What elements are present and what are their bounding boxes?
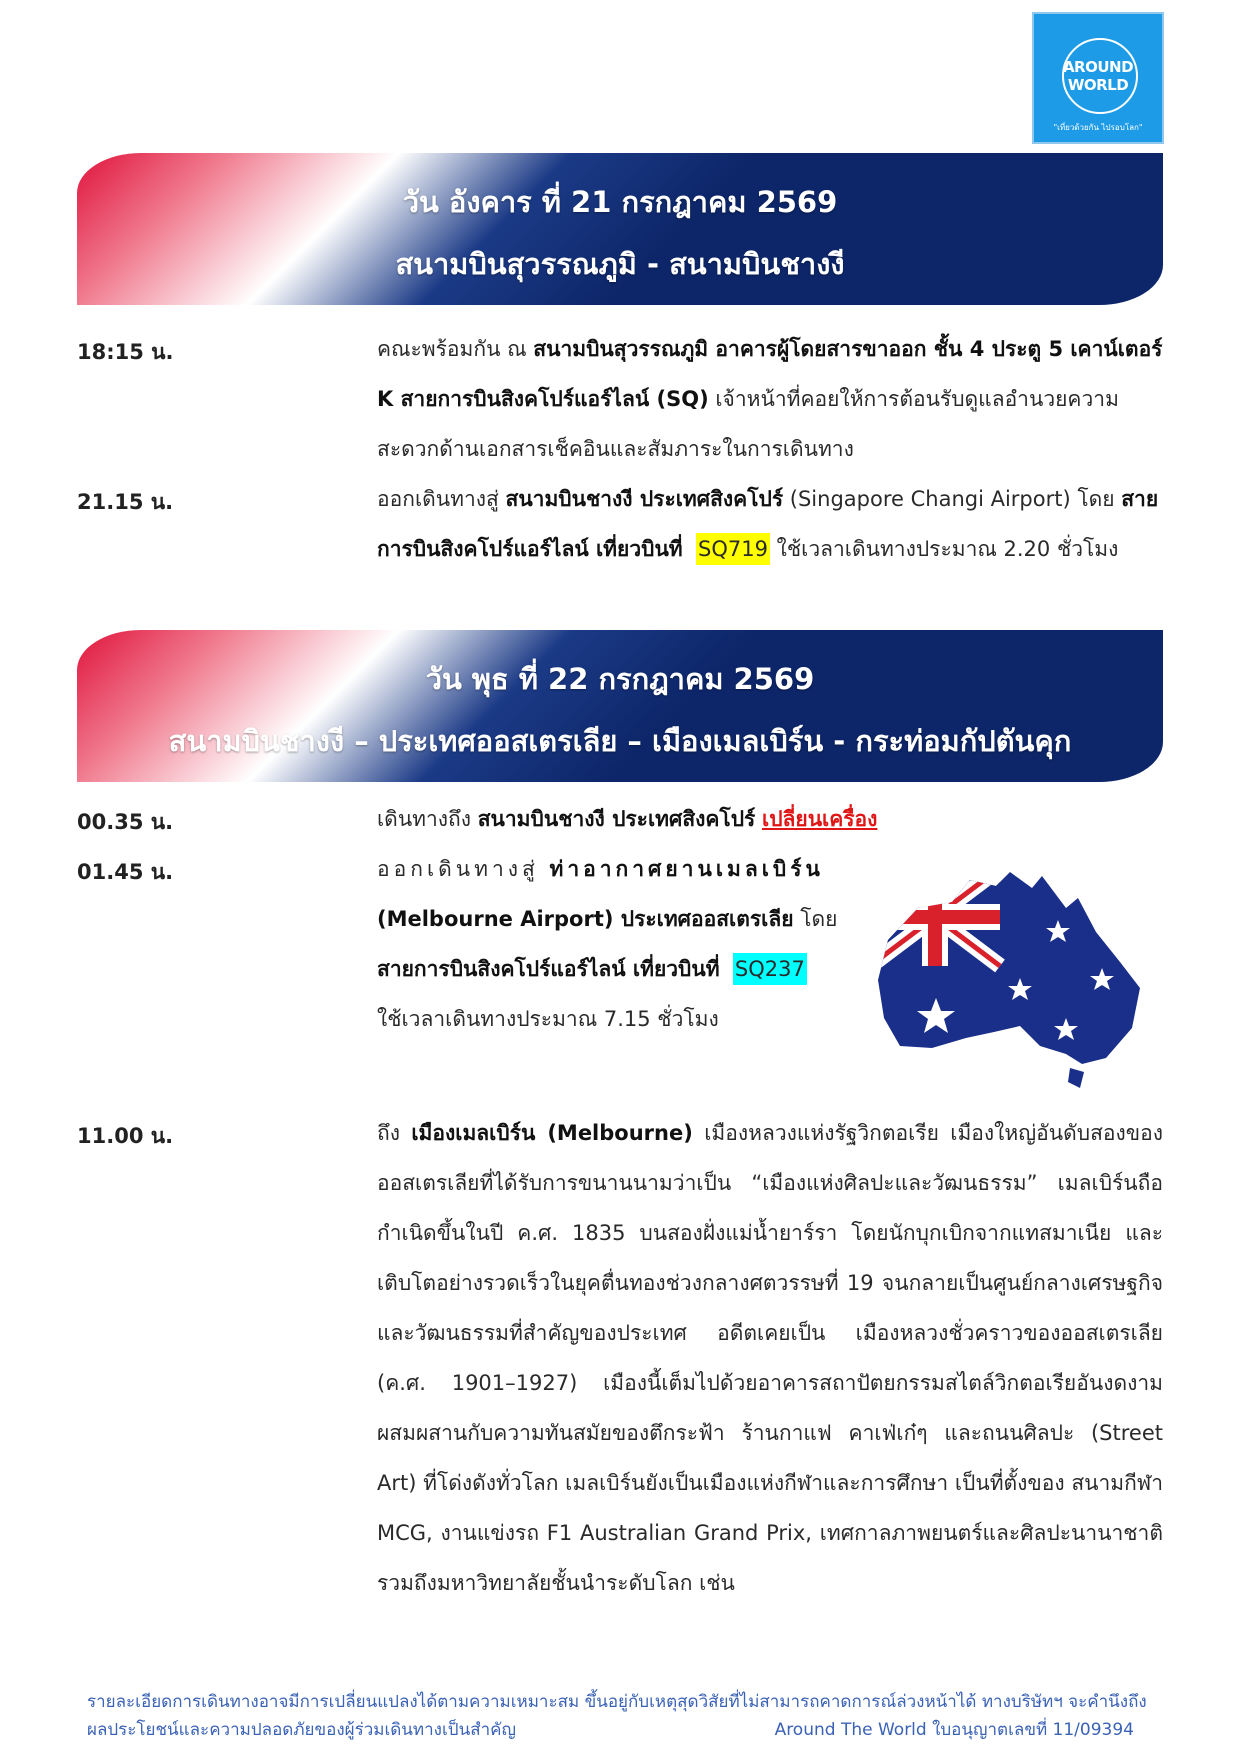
day2-item2-bold-c: สายการบินสิงคโปร์แอร์ไลน์ เที่ยวบินที่ — [377, 957, 720, 981]
logo-text-world: WORLD — [1067, 76, 1129, 94]
day2-item3-bold-a: เมืองเมลเบิร์น (Melbourne) — [411, 1121, 693, 1145]
day2-item2-text-b: โดย — [793, 907, 838, 931]
day1-item1-bold-a: สนามบินสุวรรณภูมิ อาคารผู้โดยสารขาออก ชั้น 4 ประตู 5 เคาน์เตอร์ K สายการบินสิงคโปร์แอร์ไลน์ (SQ) — [377, 337, 1163, 411]
day1-item2-text-b: (Singapore Changi Airport) โดย — [783, 487, 1122, 511]
day1-item2-desc — [377, 474, 1163, 574]
day1-item1-text-b: เจ้าหน้าที่คอยให้การต้อนรับดูแลอำนวยความสะดวกด้านเอกสารเช็คอินและสัมภาระในการเดินทาง — [377, 387, 1119, 461]
day2-item1-bold-a: สนามบินชางงี ประเทศสิงคโปร์ — [477, 807, 756, 831]
day2-item2-desc — [377, 844, 857, 1044]
day2-item2-text-a: ออกเดินทางสู่ — [377, 857, 550, 881]
change-aircraft-note: เปลี่ยนเครื่อง — [762, 807, 878, 831]
flight-number-sq719: SQ719 — [696, 533, 770, 565]
day2-item3-time: 11.00 น. — [77, 1124, 174, 1148]
day1-item1-time: 18:15 น. — [77, 340, 174, 364]
day2-route: สนามบินชางงี – ประเทศออสเตรเลีย – เมืองเมลเบิร์น - กระท่อมกัปตันคุก — [168, 724, 1072, 758]
day1-route: สนามบินสุวรรณภูมิ - สนามบินชางงี — [395, 247, 845, 281]
day1-item1-desc — [377, 324, 1163, 474]
day1-item2-bold-b: สายการบินสิงคโปร์แอร์ไลน์ เที่ยวบินที่ — [377, 487, 1159, 561]
day2-date: วัน พุธ ที่ 22 กรกฎาคม 2569 — [425, 662, 815, 696]
day2-item2-time: 01.45 น. — [77, 860, 174, 884]
flight-number-sq237: SQ237 — [733, 953, 807, 985]
day2-item2-text-c: ใช้เวลาเดินทางประมาณ 7.15 ชั่วโมง — [377, 1007, 719, 1031]
footer-license: Around The World ใบอนุญาตเลขที่ 11/09394 — [774, 1720, 1134, 1740]
day1-item2-bold-a: สนามบินชางงี ประเทศสิงคโปร์ — [505, 487, 784, 511]
company-logo — [1032, 12, 1164, 144]
day2-item2-bold-a: ท่าอากาศยานเมลเบิร์น — [549, 857, 824, 881]
day2-item3-desc — [377, 1108, 1163, 1608]
day1-item2-text-a: ออกเดินทางสู่ — [377, 487, 506, 511]
footer-disclaimer-line2: ผลประโยชน์และความปลอดภัยของผู้ร่วมเดินทางเป็นสำคัญ — [87, 1720, 516, 1740]
day1-item2-text-c: ใช้เวลาเดินทางประมาณ 2.20 ชั่วโมง — [769, 537, 1119, 561]
day1-date: วัน อังคาร ที่ 21 กรกฎาคม 2569 — [402, 185, 838, 219]
day2-item1-time: 00.35 น. — [77, 810, 174, 834]
day2-banner — [77, 630, 1163, 782]
day2-item2-bold-b: (Melbourne Airport) ประเทศออสเตรเลีย — [377, 907, 794, 931]
day1-banner — [77, 153, 1163, 305]
day1-item2-time: 21.15 น. — [77, 490, 174, 514]
day2-item3-text-a: ถึง — [377, 1121, 412, 1145]
day1-item1-text-a: คณะพร้อมกัน ณ — [377, 337, 534, 361]
footer-disclaimer-line1: รายละเอียดการเดินทางอาจมีการเปลี่ยนแปลงได้ตามความเหมาะสม ขึ้นอยู่กับเหตุสุดวิสัยที่ไม่สามารถคาดการณ์ล่วงหน้าได้ ทางบริษัทฯ จะคำนึงถึง — [87, 1692, 1147, 1712]
australia-flag-map-image — [870, 868, 1150, 1090]
day2-item1-desc — [377, 794, 1163, 844]
logo-text-around: AROUND — [1062, 58, 1134, 76]
day2-item3-text-b: เมืองหลวงแห่งรัฐวิกตอเรีย เมืองใหญ่อันดับสองของออสเตรเลียที่ได้รับการขนานนามว่าเป็น “เมืองแห่งศิลปะและวัฒนธรรม” เมลเบิร์นถือกำเนิดขึ้นในปี ค.ศ. 1835 บนสองฝั่งแม่น้ำยาร์รา โดยนักบุกเบิกจากแทสมาเนีย และเติบโตอย่างรวดเร็วในยุคตื่นทองช่วงกลางศตวรรษที่ 19 จนกลายเป็นศูนย์กลางเศรษฐกิจและวัฒนธรรมที่สำคัญของประเทศ อดีตเคยเป็น เมืองหลวงชั่วคราวของออสเตรเลีย (ค.ศ. 1901–1927) เมืองนี้เต็มไปด้วยอาคารสถาปัตยกรรมสไตล์วิกตอเรียอันงดงาม ผสมผสานกับความทันสมัยของตึกระฟ้า ร้านกาแฟ คาเฟ่เก๋ๆ และถนนศิลปะ (Street Art) ที่โด่งดังทั่วโลก เมลเบิร์นยังเป็นเมืองแห่งกีฬาและการศึกษา เป็นที่ตั้งของ สนามกีฬา MCG, งานแข่งรถ F1 Australian Grand Prix, เทศกาลภาพยนตร์และศิลปะนานาชาติ รวมถึงมหาวิทยาลัยชั้นนำระดับโลก เช่น — [377, 1121, 1164, 1595]
day2-item1-text-a: เดินทางถึง — [377, 807, 478, 831]
logo-slogan: "เที่ยวด้วยกัน ไปรอบโลก" — [1053, 123, 1143, 132]
